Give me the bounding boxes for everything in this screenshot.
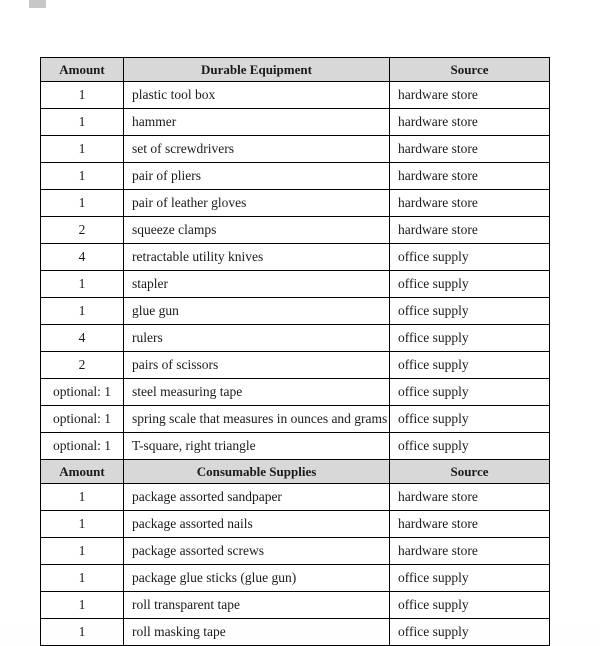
- cell-amount: 1: [41, 190, 124, 217]
- cell-item: package assorted sandpaper: [124, 484, 390, 511]
- header-row: [41, 460, 550, 484]
- cell-source: office supply: [390, 271, 550, 298]
- cell-source: hardware store: [390, 190, 550, 217]
- cell-amount: 1: [41, 298, 124, 325]
- table-row: [41, 163, 550, 190]
- column-header: Consumable Supplies: [124, 460, 390, 484]
- column-header: Source: [390, 58, 550, 82]
- cell-source: hardware store: [390, 109, 550, 136]
- table-row: [41, 271, 550, 298]
- cell-item: package glue sticks (glue gun): [124, 565, 390, 592]
- table-row: [41, 379, 550, 406]
- table-row: [41, 619, 550, 646]
- cell-source: office supply: [390, 325, 550, 352]
- cell-item: squeeze clamps: [124, 217, 390, 244]
- cell-source: office supply: [390, 592, 550, 619]
- table-row: [41, 82, 550, 109]
- cell-amount: 4: [41, 325, 124, 352]
- cell-item: glue gun: [124, 298, 390, 325]
- table-row: [41, 136, 550, 163]
- cell-source: office supply: [390, 244, 550, 271]
- cell-source: office supply: [390, 565, 550, 592]
- column-header: Source: [390, 460, 550, 484]
- cell-source: hardware store: [390, 82, 550, 109]
- cell-source: hardware store: [390, 136, 550, 163]
- table-row: [41, 592, 550, 619]
- cell-amount: 1: [41, 511, 124, 538]
- header-row: [41, 58, 550, 82]
- cell-item: pair of pliers: [124, 163, 390, 190]
- cell-source: hardware store: [390, 217, 550, 244]
- cell-amount: 1: [41, 109, 124, 136]
- cell-source: office supply: [390, 619, 550, 646]
- cell-item: package assorted screws: [124, 538, 390, 565]
- cell-amount: 2: [41, 352, 124, 379]
- table-row: [41, 217, 550, 244]
- cell-amount: 1: [41, 163, 124, 190]
- table-row: [41, 538, 550, 565]
- cell-amount: 1: [41, 592, 124, 619]
- cell-source: office supply: [390, 406, 550, 433]
- cell-amount: optional: 1: [41, 406, 124, 433]
- supply-tables: [40, 57, 549, 646]
- cell-item: set of screwdrivers: [124, 136, 390, 163]
- cell-item: T-square, right triangle: [124, 433, 390, 460]
- cell-item: pairs of scissors: [124, 352, 390, 379]
- cell-amount: 1: [41, 271, 124, 298]
- cell-source: office supply: [390, 352, 550, 379]
- cell-source: office supply: [390, 379, 550, 406]
- durable-equipment-table: [40, 57, 550, 460]
- cell-item: rulers: [124, 325, 390, 352]
- cell-amount: optional: 1: [41, 433, 124, 460]
- cell-item: retractable utility knives: [124, 244, 390, 271]
- table-row: [41, 325, 550, 352]
- table-row: [41, 511, 550, 538]
- consumable-supplies-table: [40, 459, 550, 646]
- table-row: [41, 190, 550, 217]
- cell-amount: 1: [41, 565, 124, 592]
- cell-item: steel measuring tape: [124, 379, 390, 406]
- cell-amount: 1: [41, 484, 124, 511]
- table-row: [41, 244, 550, 271]
- cell-item: plastic tool box: [124, 82, 390, 109]
- table-row: [41, 109, 550, 136]
- cell-source: hardware store: [390, 511, 550, 538]
- cell-item: roll masking tape: [124, 619, 390, 646]
- cell-source: hardware store: [390, 163, 550, 190]
- cell-item: pair of leather gloves: [124, 190, 390, 217]
- cell-amount: 1: [41, 82, 124, 109]
- cell-item: stapler: [124, 271, 390, 298]
- cell-amount: 1: [41, 136, 124, 163]
- table-row: [41, 406, 550, 433]
- page-corner-artifact: [29, 0, 46, 8]
- table-row: [41, 565, 550, 592]
- column-header: Amount: [41, 58, 124, 82]
- table-row: [41, 298, 550, 325]
- cell-source: office supply: [390, 433, 550, 460]
- cell-item: spring scale that measures in ounces and grams: [124, 406, 390, 433]
- table-row: [41, 352, 550, 379]
- cell-item: roll transparent tape: [124, 592, 390, 619]
- cell-item: package assorted nails: [124, 511, 390, 538]
- table-row: [41, 484, 550, 511]
- cell-amount: 1: [41, 619, 124, 646]
- table-row: [41, 433, 550, 460]
- cell-source: hardware store: [390, 538, 550, 565]
- cell-amount: 1: [41, 538, 124, 565]
- cell-amount: optional: 1: [41, 379, 124, 406]
- column-header: Durable Equipment: [124, 58, 390, 82]
- cell-source: office supply: [390, 298, 550, 325]
- cell-source: hardware store: [390, 484, 550, 511]
- column-header: Amount: [41, 460, 124, 484]
- cell-amount: 4: [41, 244, 124, 271]
- cell-amount: 2: [41, 217, 124, 244]
- cell-item: hammer: [124, 109, 390, 136]
